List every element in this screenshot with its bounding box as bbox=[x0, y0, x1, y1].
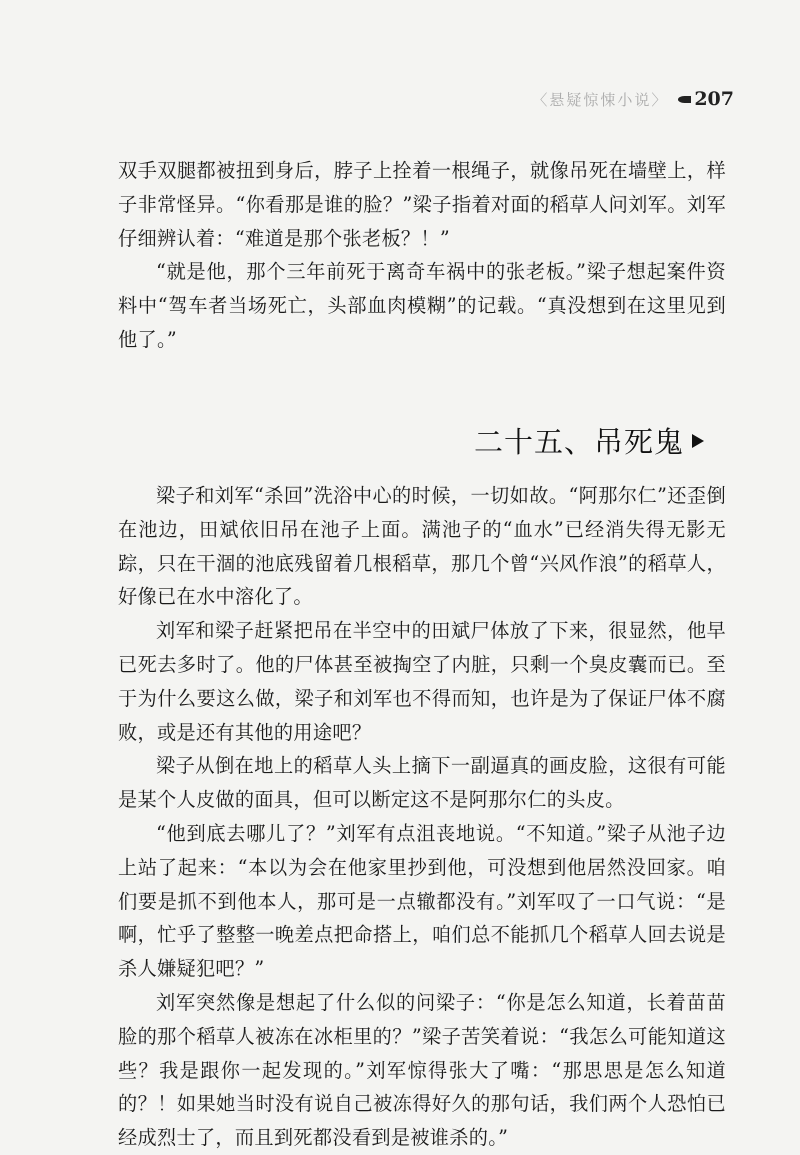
paragraph: 双手双腿都被扭到身后，脖子上拴着一根绳子，就像吊死在墙壁上，样子非常怪异。“你看那是谁的脸？”梁子指着对面的稻草人问刘军。刘军仔细辨认着：“难道是那个张老板？！” bbox=[118, 159, 726, 250]
paragraph: 梁子和刘军“杀回”洗浴中心的时候，一切如故。“阿那尔仁”还歪倒在池边，田斌依旧吊在池子上面。满池子的“血水”已经消失得无影无踪，只在干涸的池底残留着几根稻草，那几个曾“兴风作浪”的稻草人，好像已在水中溶化了。 bbox=[118, 484, 726, 609]
page-marker-icon bbox=[678, 96, 691, 103]
running-title: 〈悬疑惊悚小说〉 bbox=[532, 90, 669, 109]
paragraph: “他到底去哪儿了？”刘军有点沮丧地说。“不知道。”梁子从池子边上站了起来：“本以为会在他家里抄到他，可没想到他居然没回家。咱们要是抓不到他本人，那可是一点辙都没有。”刘军叹了一口气说：“是啊，忙乎了整整一晚差点把命搭上，咱们总不能抓几个稻草人回去说是杀人嫌疑犯吧？” bbox=[118, 821, 726, 981]
page-header bbox=[532, 88, 734, 110]
paragraph: “就是他，那个三年前死于离奇车祸中的张老板。”梁子想起案件资料中“驾车者当场死亡，头部血肉模糊”的记载。“真没想到在这里见到他了。” bbox=[118, 260, 726, 351]
paragraph: 梁子从倒在地上的稻草人头上摘下一副逼真的画皮脸，这很有可能是某个人皮做的面具，但可以断定这不是阿那尔仁的头皮。 bbox=[118, 754, 726, 812]
paragraph: 刘军突然像是想起了什么似的问梁子：“你是怎么知道，长着苗苗脸的那个稻草人被冻在冰柜里的？”梁子苦笑着说：“我怎么可能知道这些？我是跟你一起发现的。”刘军惊得张大了嘴：“那思思是怎么知道的？！如果她当时没有说自己被冻得好久的那句话，我们两个人恐怕已经成烈士了，而且到死都没看到是被谁杀的。” bbox=[118, 990, 726, 1150]
page-number: 207 bbox=[694, 88, 734, 110]
chapter-title: 二十五、吊死鬼 bbox=[473, 425, 684, 459]
top-section bbox=[0, 154, 800, 357]
page-number-group bbox=[678, 88, 734, 110]
main-section bbox=[0, 479, 800, 1155]
paragraph: 刘军和梁子赶紧把吊在半空中的田斌尸体放了下来，很显然，他早已死去多时了。他的尸体甚至被掏空了内脏，只剩一个臭皮囊而已。至于为什么要这么做，梁子和刘军也不得而知，也许是为了保证尸体不腐败，或是还有其他的用途吧？ bbox=[118, 619, 726, 744]
triangle-right-icon bbox=[692, 434, 704, 448]
chapter-heading bbox=[474, 420, 704, 461]
